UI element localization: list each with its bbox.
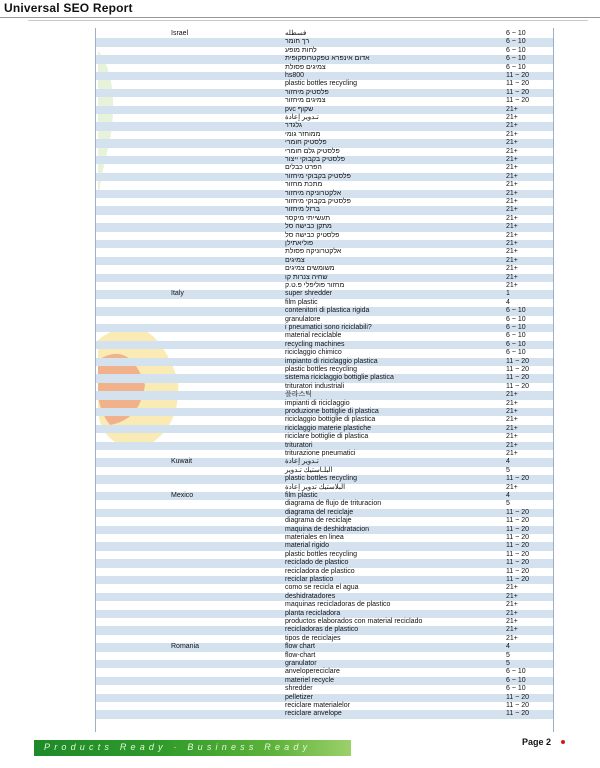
rank-cell: 11 ~ 20	[506, 542, 530, 550]
rank-cell: 6 ~ 10	[506, 349, 526, 357]
keyword-cell: anvelopereciclare	[285, 668, 340, 676]
keyword-cell: tipos de reciclajes	[285, 634, 341, 642]
keyword-cell: impianto di riciclaggio plastica	[285, 357, 378, 365]
table-row	[96, 484, 553, 492]
table-row	[96, 610, 553, 618]
rank-cell: 11 ~ 20	[506, 534, 530, 541]
rank-cell: 6 ~ 10	[506, 324, 526, 331]
keyword-cell: plastic bottles recycling	[285, 80, 357, 88]
table-row	[96, 677, 553, 685]
country-cell: Kuwait	[171, 458, 193, 466]
rank-cell: 6 ~ 10	[506, 63, 526, 71]
table-row	[96, 198, 553, 206]
keyword-cell: maquinas recicladoras de plastico	[285, 601, 391, 609]
keyword-cell: flow chart	[285, 643, 315, 651]
keyword-cell: תעשייתי מיקסר	[285, 214, 331, 222]
table-row	[96, 324, 553, 332]
rank-cell: 21+	[506, 189, 518, 197]
keyword-cell: פלסטיק כבישה סל	[285, 231, 340, 239]
table-row	[96, 551, 553, 559]
rank-cell: 21+	[506, 139, 518, 147]
rank-cell: 11 ~ 20	[506, 517, 530, 525]
table-row	[96, 274, 553, 282]
table-row	[96, 55, 553, 63]
keyword-cell: צמיגים פסולת	[285, 63, 326, 71]
table-row	[96, 223, 553, 231]
rank-cell: 21+	[506, 391, 518, 399]
table-row	[96, 164, 553, 172]
rank-cell: 6 ~ 10	[506, 307, 526, 315]
keyword-cell: como se recicla el agua	[285, 584, 359, 592]
keyword-cell: shredder	[285, 685, 313, 693]
table-row	[96, 685, 553, 693]
rank-cell: 11 ~ 20	[506, 357, 530, 365]
table-row	[96, 593, 553, 601]
rank-cell: 5	[506, 660, 510, 667]
rank-cell: 6 ~ 10	[506, 315, 526, 323]
rank-cell: 21+	[506, 424, 518, 432]
keyword-cell: פלסטיק גלם חומרי	[285, 147, 340, 155]
keyword-cell: ממוחזר גומי	[285, 130, 321, 138]
table-row	[96, 475, 553, 483]
keyword-cell: diagrama de flujo de trituracion	[285, 500, 382, 508]
rank-cell: 6 ~ 10	[506, 38, 526, 46]
keyword-cell: riciclare bottiglie di plastica	[285, 433, 369, 441]
table-row	[96, 72, 553, 80]
rank-cell: 21+	[506, 584, 518, 592]
keyword-cell: pelletizer	[285, 693, 314, 701]
table-row	[96, 106, 553, 114]
rank-cell: 6 ~ 10	[506, 332, 526, 340]
keyword-cell: אדום אינפרא טפקטרוסקופית	[285, 55, 370, 63]
table-row	[96, 568, 553, 576]
keyword-cell: flow-chart	[285, 651, 316, 659]
keyword-cell: granulator	[285, 660, 317, 667]
keyword-cell: trituratori industriali	[285, 382, 345, 390]
keyword-cell: הפרט כבלים	[285, 164, 322, 172]
rank-cell: 11 ~ 20	[506, 693, 530, 701]
keyword-cell: riciclaggio chimico	[285, 349, 342, 357]
table-row	[96, 433, 553, 441]
keyword-cell: تـدوير إعادة	[285, 114, 319, 121]
table-row	[96, 652, 553, 660]
keyword-cell: plastic bottles recycling	[285, 475, 357, 483]
table-row	[96, 500, 553, 508]
keyword-cell: מחזור פוליפלי פ.ט.ק	[285, 282, 345, 289]
keyword-cell: البلـاستيك تـدوير	[285, 466, 333, 474]
report-title: Universal SEO Report	[4, 1, 133, 15]
rank-cell: 21+	[506, 273, 518, 281]
keyword-cell: diagrama del reciclaje	[285, 508, 354, 516]
table-row	[96, 635, 553, 643]
keyword-cell: film plastic	[285, 492, 318, 499]
table-row	[96, 601, 553, 609]
rank-cell: 11 ~ 20	[506, 382, 530, 390]
rank-cell: 21+	[506, 609, 518, 617]
table-row	[96, 148, 553, 156]
table-row	[96, 156, 553, 164]
table-row	[96, 316, 553, 324]
rank-cell: 21+	[506, 181, 518, 189]
table-row	[96, 38, 553, 46]
keyword-cell: productos elaborados con material reciclado	[285, 618, 423, 625]
keyword-cell: planta recicladora	[285, 609, 341, 617]
rank-cell: 21+	[506, 634, 518, 642]
rank-cell: 21+	[506, 172, 518, 180]
table-row	[96, 80, 553, 88]
rank-cell: 21+	[506, 114, 518, 121]
rank-cell: 6 ~ 10	[506, 676, 526, 684]
table-row	[96, 618, 553, 626]
table-row	[96, 492, 553, 500]
table-row	[96, 232, 553, 240]
rank-cell: 11 ~ 20	[506, 567, 530, 575]
table-row	[96, 349, 553, 357]
keyword-cell: ברזל מיחזור	[285, 206, 320, 214]
rank-cell: 11 ~ 20	[506, 702, 530, 709]
table-row	[96, 702, 553, 710]
keyword-cell: שחיה צנרות קו	[285, 273, 328, 281]
table-row	[96, 526, 553, 534]
keyword-cell: reciclar plastico	[285, 576, 334, 583]
table-row	[96, 215, 553, 223]
table-row	[96, 458, 553, 466]
keyword-cell: hs800	[285, 72, 305, 79]
table-row	[96, 307, 553, 315]
rank-cell: 21+	[506, 164, 518, 172]
keyword-cell: تـدوير إعادة	[285, 458, 319, 466]
header-divider	[0, 17, 600, 18]
keyword-cell: recycling machines	[285, 340, 345, 348]
table-row	[96, 450, 553, 458]
keyword-cell: فسطله	[285, 30, 307, 37]
table-row	[96, 89, 553, 97]
rank-cell: 11 ~ 20	[506, 508, 530, 516]
table-row	[96, 64, 553, 72]
keyword-cell: לחות מופע	[285, 46, 317, 54]
rank-cell: 6 ~ 10	[506, 685, 526, 693]
rank-cell: 11 ~ 20	[506, 374, 530, 382]
keyword-cell: maquina de deshidratacion	[285, 525, 370, 533]
table-row	[96, 391, 553, 399]
table-row	[96, 383, 553, 391]
table-row	[96, 341, 553, 349]
table-row	[96, 467, 553, 475]
keyword-cell: recicladoras de plastico	[285, 626, 359, 634]
keyword-cell: i pneumatici sono riciclabili?	[285, 324, 372, 331]
keyword-cell: granulatore	[285, 315, 321, 323]
keyword-cell: plastic bottles recycling	[285, 550, 357, 558]
table-row	[96, 668, 553, 676]
rank-cell: 21+	[506, 130, 518, 138]
rank-cell: 11 ~ 20	[506, 72, 530, 79]
keyword-cell: צמיגים מיחזור	[285, 97, 326, 105]
table-row	[96, 374, 553, 382]
rank-cell: 11 ~ 20	[506, 475, 530, 483]
rank-cell: 21+	[506, 147, 518, 155]
table-row	[96, 190, 553, 198]
rank-cell: 5	[506, 466, 510, 474]
keyword-cell: פלסטיק מיחזור	[285, 88, 329, 96]
rank-cell: 11 ~ 20	[506, 525, 530, 533]
footer-slogan: Products Ready · Business Ready	[44, 742, 312, 752]
keyword-cell: מתכת מחזור	[285, 181, 323, 189]
rank-cell: 21+	[506, 626, 518, 634]
country-cell: Mexico	[171, 492, 194, 499]
table-row	[96, 122, 553, 130]
keyword-cell: material rigido	[285, 542, 329, 550]
keyword-cell: super shredder	[285, 290, 333, 298]
table-row	[96, 509, 553, 517]
keyword-cell: sistema riciclaggio bottiglie plastica	[285, 374, 394, 382]
rank-cell: 21+	[506, 156, 518, 163]
keyword-cell: riciclaggio materie plastiche	[285, 424, 371, 432]
keyword-cell: רך חומר	[285, 38, 310, 46]
rank-cell: 4	[506, 298, 510, 306]
rank-cell: 11 ~ 20	[506, 80, 530, 88]
rank-cell: 6 ~ 10	[506, 668, 526, 676]
keyword-cell: materiel recycle	[285, 676, 335, 684]
country-cell: Italy	[171, 290, 184, 298]
table-row	[96, 332, 553, 340]
keyword-cell: film plastic	[285, 298, 318, 306]
rank-cell: 21+	[506, 601, 518, 609]
table-row	[96, 400, 553, 408]
rank-cell: 21+	[506, 122, 518, 130]
table-row	[96, 366, 553, 374]
keyword-cell: triturazione pneumatici	[285, 450, 356, 457]
country-cell: Romania	[171, 643, 200, 651]
rank-cell: 6 ~ 10	[506, 46, 526, 54]
keyword-cell: البلاستيك تدوير إعادة	[285, 483, 346, 491]
rank-cell: 11 ~ 20	[506, 366, 530, 373]
footer-banner	[34, 740, 351, 756]
rank-cell: 11 ~ 20	[506, 97, 530, 105]
keyword-cell: פלסטיק בקבוקי מיחזור	[285, 198, 351, 205]
rank-cell: 6 ~ 10	[506, 340, 526, 348]
table-row	[96, 442, 553, 450]
rank-cell: 4	[506, 458, 510, 466]
page-number: Page 2	[522, 737, 552, 747]
keyword-cell: materiales en linea	[285, 534, 344, 541]
rank-cell: 5	[506, 651, 510, 659]
keyword-cell: diagrama de reciclaje	[285, 517, 352, 525]
table-row	[96, 97, 553, 105]
country-cell: Israel	[171, 30, 189, 37]
rank-cell: 4	[506, 492, 510, 499]
keyword-cell: צמיגים	[285, 256, 305, 264]
rank-cell: 21+	[506, 618, 518, 625]
keyword-cell: plastic bottles recycling	[285, 366, 357, 373]
rank-cell: 11 ~ 20	[506, 576, 530, 583]
rank-cell: 21+	[506, 282, 518, 289]
header-subdivider	[28, 20, 588, 21]
keyword-cell: מתקן כבישה סל	[285, 223, 332, 231]
keyword-ranking-table	[95, 28, 554, 732]
table-row	[96, 47, 553, 55]
table-row	[96, 265, 553, 273]
table-row	[96, 534, 553, 542]
rank-cell: 11 ~ 20	[506, 559, 530, 567]
table-row	[96, 299, 553, 307]
rank-cell: 21+	[506, 206, 518, 214]
rank-cell: 21+	[506, 240, 518, 247]
table-row	[96, 694, 553, 702]
keyword-cell: reciclare anvelope	[285, 710, 342, 718]
rank-cell: 11 ~ 20	[506, 710, 530, 718]
table-row	[96, 425, 553, 433]
rank-cell: 21+	[506, 441, 518, 449]
keyword-cell: pvc שקוף	[285, 105, 314, 113]
rank-cell: 21+	[506, 198, 518, 205]
rank-cell: 21+	[506, 265, 518, 273]
rank-cell: 21+	[506, 416, 518, 424]
table-row	[96, 559, 553, 567]
table-row	[96, 30, 553, 38]
table-row	[96, 282, 553, 290]
table-row	[96, 660, 553, 668]
rank-cell: 11 ~ 20	[506, 88, 530, 96]
rank-cell: 21+	[506, 450, 518, 457]
keyword-cell: material reciclable	[285, 332, 342, 340]
keyword-cell: גלגדר	[285, 122, 302, 130]
table-row	[96, 358, 553, 366]
table-row	[96, 139, 553, 147]
table-row	[96, 131, 553, 139]
table-row	[96, 710, 553, 718]
keyword-cell: deshidratadores	[285, 592, 336, 600]
table-row	[96, 584, 553, 592]
rank-cell: 1	[506, 290, 510, 298]
table-row	[96, 248, 553, 256]
keyword-cell: produzione bottiglie di plastica	[285, 408, 379, 415]
table-row	[96, 290, 553, 298]
rank-cell: 6 ~ 10	[506, 55, 526, 63]
rank-cell: 21+	[506, 592, 518, 600]
table-row	[96, 206, 553, 214]
keyword-cell: פלסטיק בקבוקי מיחזור	[285, 172, 351, 180]
table-row	[96, 181, 553, 189]
page-header	[0, 0, 600, 18]
rank-cell: 11 ~ 20	[506, 550, 530, 558]
rank-cell: 21+	[506, 433, 518, 441]
keyword-cell: משומשים צמיגים	[285, 265, 335, 273]
keyword-cell: פלסטיק בקבוקי ייצור	[285, 156, 345, 163]
rank-cell: 21+	[506, 105, 518, 113]
rank-cell: 21+	[506, 214, 518, 222]
rank-cell: 21+	[506, 256, 518, 264]
table-row	[96, 626, 553, 634]
rank-cell: 21+	[506, 248, 518, 256]
rank-cell: 21+	[506, 223, 518, 231]
page-bullet-icon	[561, 740, 565, 744]
rank-cell: 5	[506, 500, 510, 508]
keyword-cell: impianti di riciclaggio	[285, 399, 350, 407]
table-row	[96, 408, 553, 416]
table-row	[96, 114, 553, 122]
rank-cell: 4	[506, 643, 510, 651]
rank-cell: 21+	[506, 399, 518, 407]
keyword-cell: פלסטיק חומרי	[285, 139, 327, 147]
rank-cell: 21+	[506, 231, 518, 239]
keyword-cell: פוליאתילן	[285, 240, 314, 247]
keyword-cell: trituratori	[285, 441, 313, 449]
table-row	[96, 173, 553, 181]
rank-cell: 21+	[506, 483, 518, 491]
keyword-cell: recicladora de plastico	[285, 567, 355, 575]
keyword-cell: riciclaggio bottiglie di plastica	[285, 416, 376, 424]
table-row	[96, 416, 553, 424]
table-row	[96, 576, 553, 584]
rank-cell: 6 ~ 10	[506, 30, 526, 37]
keyword-cell: 플라스틱	[285, 391, 313, 399]
table-row	[96, 257, 553, 265]
table-row	[96, 517, 553, 525]
table-row	[96, 542, 553, 550]
keyword-cell: reciclare materialelor	[285, 702, 350, 709]
keyword-cell: אלקטרוניקה מיחזור	[285, 189, 342, 197]
table-row	[96, 643, 553, 651]
keyword-cell: אלקטרוניקה פסולת	[285, 248, 342, 256]
rank-cell: 21+	[506, 408, 518, 415]
keyword-cell: contenitori di plastica rigida	[285, 307, 370, 315]
keyword-cell: reciclado de plastico	[285, 559, 349, 567]
